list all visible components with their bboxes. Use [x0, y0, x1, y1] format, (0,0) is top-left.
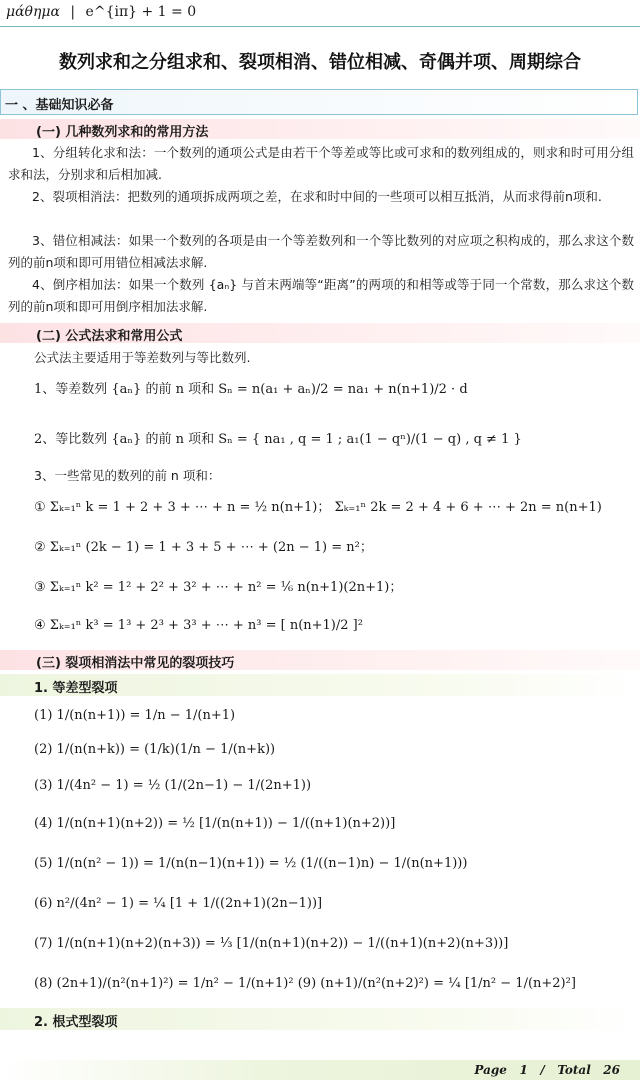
geo-sum-formula: 2、等比数列 {aₙ} 的前 n 项和 Sₙ = { na₁ , q = 1 ; a₁(1 − qⁿ)/(1 − q) , q ≠ 1 }: [34, 432, 522, 447]
group1-heading: 1. 等差型裂项: [34, 681, 118, 696]
formula-intro: 公式法主要适用于等差数列与等比数列.: [34, 350, 251, 365]
header-rule: [0, 26, 640, 27]
split-item-3: (3) 1/(4n² − 1) = ½ (1/(2n−1) − 1/(2n+1)): [34, 778, 312, 793]
method-item-1: 1、分组转化求和法：一个数列的通项公式是由若干个等差或等比或可求和的数列组成的，则求和时可用分组求和法，分别求和后相加减.: [8, 145, 634, 182]
sum-formula-4: ④ Σₖ₌₁ⁿ k³ = 1³ + 2³ + 3³ + ⋯ + n³ = [ n(n+1)/2 ]²: [34, 618, 363, 633]
method-item-4: 4、倒序相加法：如果一个数列 {aₙ} 与首末两端等“距离”的两项的和相等或等于同一个常数，那么求这个数列的前n项和即可用倒序相加法求解.: [8, 277, 634, 314]
total-label: Total: [557, 1063, 591, 1077]
method-item-2: 2、裂项相消法：把数列的通项拆成两项之差，在求和时中间的一些项可以相互抵消，从而求得前n项和.: [32, 189, 602, 204]
section-heading: 一 、基础知识必备: [5, 98, 114, 113]
header-text: [6, 4, 196, 20]
group2-heading: 2. 根式型裂项: [34, 1015, 118, 1030]
split-item-2: (2) 1/(n(n+k)) = (1/k)(1/n − 1/(n+k)): [34, 742, 276, 757]
document-title: 数列求和之分组求和、裂项相消、错位相减、奇偶并项、周期综合: [59, 52, 581, 73]
common-sums-intro: 3、一些常见的数列的前 n 项和：: [34, 468, 221, 483]
header-brand: μάθημα: [6, 4, 60, 20]
split-item-5: (5) 1/(n(n² − 1)) = 1/(n(n−1)(n+1)) = ½ (1/((n−1)n) − 1/(n(n+1))): [34, 856, 468, 871]
header-separator: |: [70, 4, 76, 20]
sub3-heading: (三) 裂项相消法中常见的裂项技巧: [36, 656, 235, 671]
split-item-8-9: (8) (2n+1)/(n²(n+1)²) = 1/n² − 1/(n+1)² (9) (n+1)/(n²(n+2)²) = ¼ [1/n² − 1/(n+2)²]: [34, 976, 576, 991]
page-indicator: [474, 1063, 620, 1077]
arith-sum-formula: 1、等差数列 {aₙ} 的前 n 项和 Sₙ = n(a₁ + aₙ)/2 = na₁ + n(n+1)/2 · d: [34, 382, 468, 397]
method-item-3: 3、错位相减法：如果一个数列的各项是由一个等差数列和一个等比数列的对应项之积构成的，那么求这个数列的前n项和即可用错位相减法求解.: [8, 233, 634, 270]
page-slash: /: [540, 1063, 545, 1077]
split-item-4: (4) 1/(n(n+1)(n+2)) = ½ [1/(n(n+1)) − 1/((n+1)(n+2))]: [34, 816, 396, 831]
split-item-6: (6) n²/(4n² − 1) = ¼ [1 + 1/((2n+1)(2n−1))]: [34, 896, 323, 911]
page-header: [0, 0, 640, 28]
sub1-heading: (一) 几种数列求和的常用方法: [36, 125, 209, 140]
section-basic-knowledge: [0, 89, 638, 115]
split-item-1: (1) 1/(n(n+1)) = 1/n − 1/(n+1): [34, 708, 236, 723]
total-pages: 26: [603, 1063, 620, 1077]
sub2-heading: (二) 公式法求和常用公式: [36, 329, 183, 344]
split-item-7: (7) 1/(n(n+1)(n+2)(n+3)) = ⅓ [1/(n(n+1)(n+2)) − 1/((n+1)(n+2)(n+3))]: [34, 936, 509, 951]
sum-formula-2: ② Σₖ₌₁ⁿ (2k − 1) = 1 + 3 + 5 + ⋯ + (2n − 1) = n²；: [34, 540, 373, 555]
page-number: 1: [519, 1063, 528, 1077]
header-formula: e^{iπ} + 1 = 0: [85, 4, 197, 20]
sum-formula-1: ① Σₖ₌₁ⁿ k = 1 + 2 + 3 + ⋯ + n = ½ n(n+1)； Σₖ₌₁ⁿ 2k = 2 + 4 + 6 + ⋯ + 2n = n(n+1): [34, 500, 602, 515]
page-footer: [0, 1060, 640, 1080]
page-label: Page: [474, 1063, 507, 1077]
sum-formula-3: ③ Σₖ₌₁ⁿ k² = 1² + 2² + 3² + ⋯ + n² = ⅙ n(n+1)(2n+1)；: [34, 580, 403, 595]
